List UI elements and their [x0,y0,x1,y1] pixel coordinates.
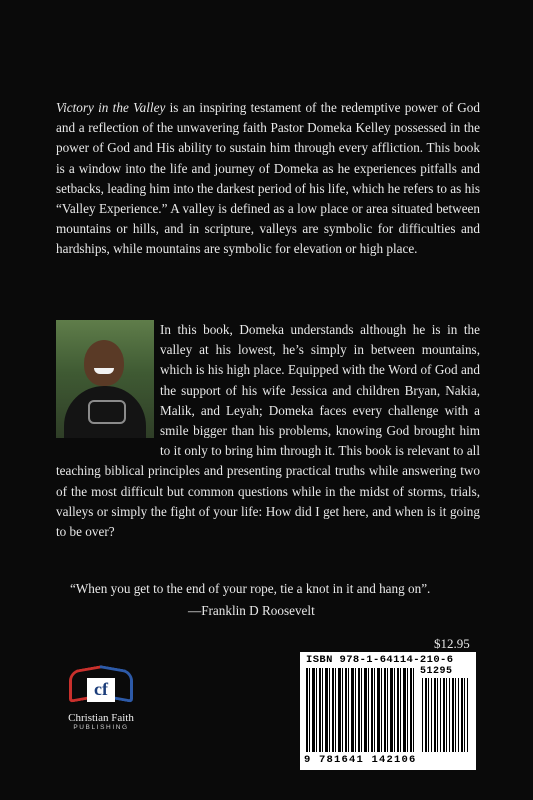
isbn-barcode [300,652,476,770]
isbn-label: ISBN 978-1-64114-210-6 [306,654,454,666]
blurb-paragraph-2 [56,320,480,542]
author-photo-head [84,340,124,386]
quote-text: “When you get to the end of your rope, tie a knot in it and hang on”. [70,581,431,596]
price-label: $12.95 [434,636,470,651]
quote-attribution: —Franklin D Roosevelt [188,603,315,618]
blurb-paragraph-1 [56,98,480,260]
barcode-bars-main [306,668,416,752]
blurb-text-2: In this book, Domeka understands although he is in the valley at his lowest, he’s simply in between mountains, which is his high place. Equipped with the Word of God and the support of his wife Jessica and children Bryan, Nakia, Malik, and Leyah; Domeka faces every challenge with a smile bigger than his problems, knowing God brought him to it only to bring him through it. This book is relevant to all teaching biblical principles and presenting practical truths while answering two of the most difficult but common questions while in the midst of storms, trials, valleys or simply the fight of your life: How did I get here, and when is it going to be over? [56,322,480,540]
ean-digits: 9 781641 142106 [304,754,417,766]
author-photo-smile [94,368,114,374]
publisher-logo [54,660,148,744]
price-supplement-digits: 51295 [420,666,453,677]
blurb-text-1: is an inspiring testament of the redemptive power of God and a reflection of the unwavering faith Pastor Domeka Kelley possessed in the power of God and His ability to sustain him through every affliction. This book is a window into the life and journey of Domeka as he experiences pitfalls and setbacks, leading him into the darkest period of his life, which he refers to as his “Valley Experience.” A valley is defined as a low place or area situated between mountains or hills, and in scripture, valleys are symbolic for difficulties and hardships, while mountains are symbolic for elevation or high place. [56,100,480,257]
publisher-name: Christian Faith [68,712,134,724]
quote-block [70,578,470,622]
publisher-subtitle: PUBLISHING [73,724,129,731]
book-logo-icon [65,660,137,710]
author-photo-shirt-print [88,400,126,424]
author-photo [56,320,154,438]
barcode-bars-supplement [422,678,468,752]
logo-letters: cf [87,678,115,702]
book-title-italic: Victory in the Valley [56,100,166,115]
